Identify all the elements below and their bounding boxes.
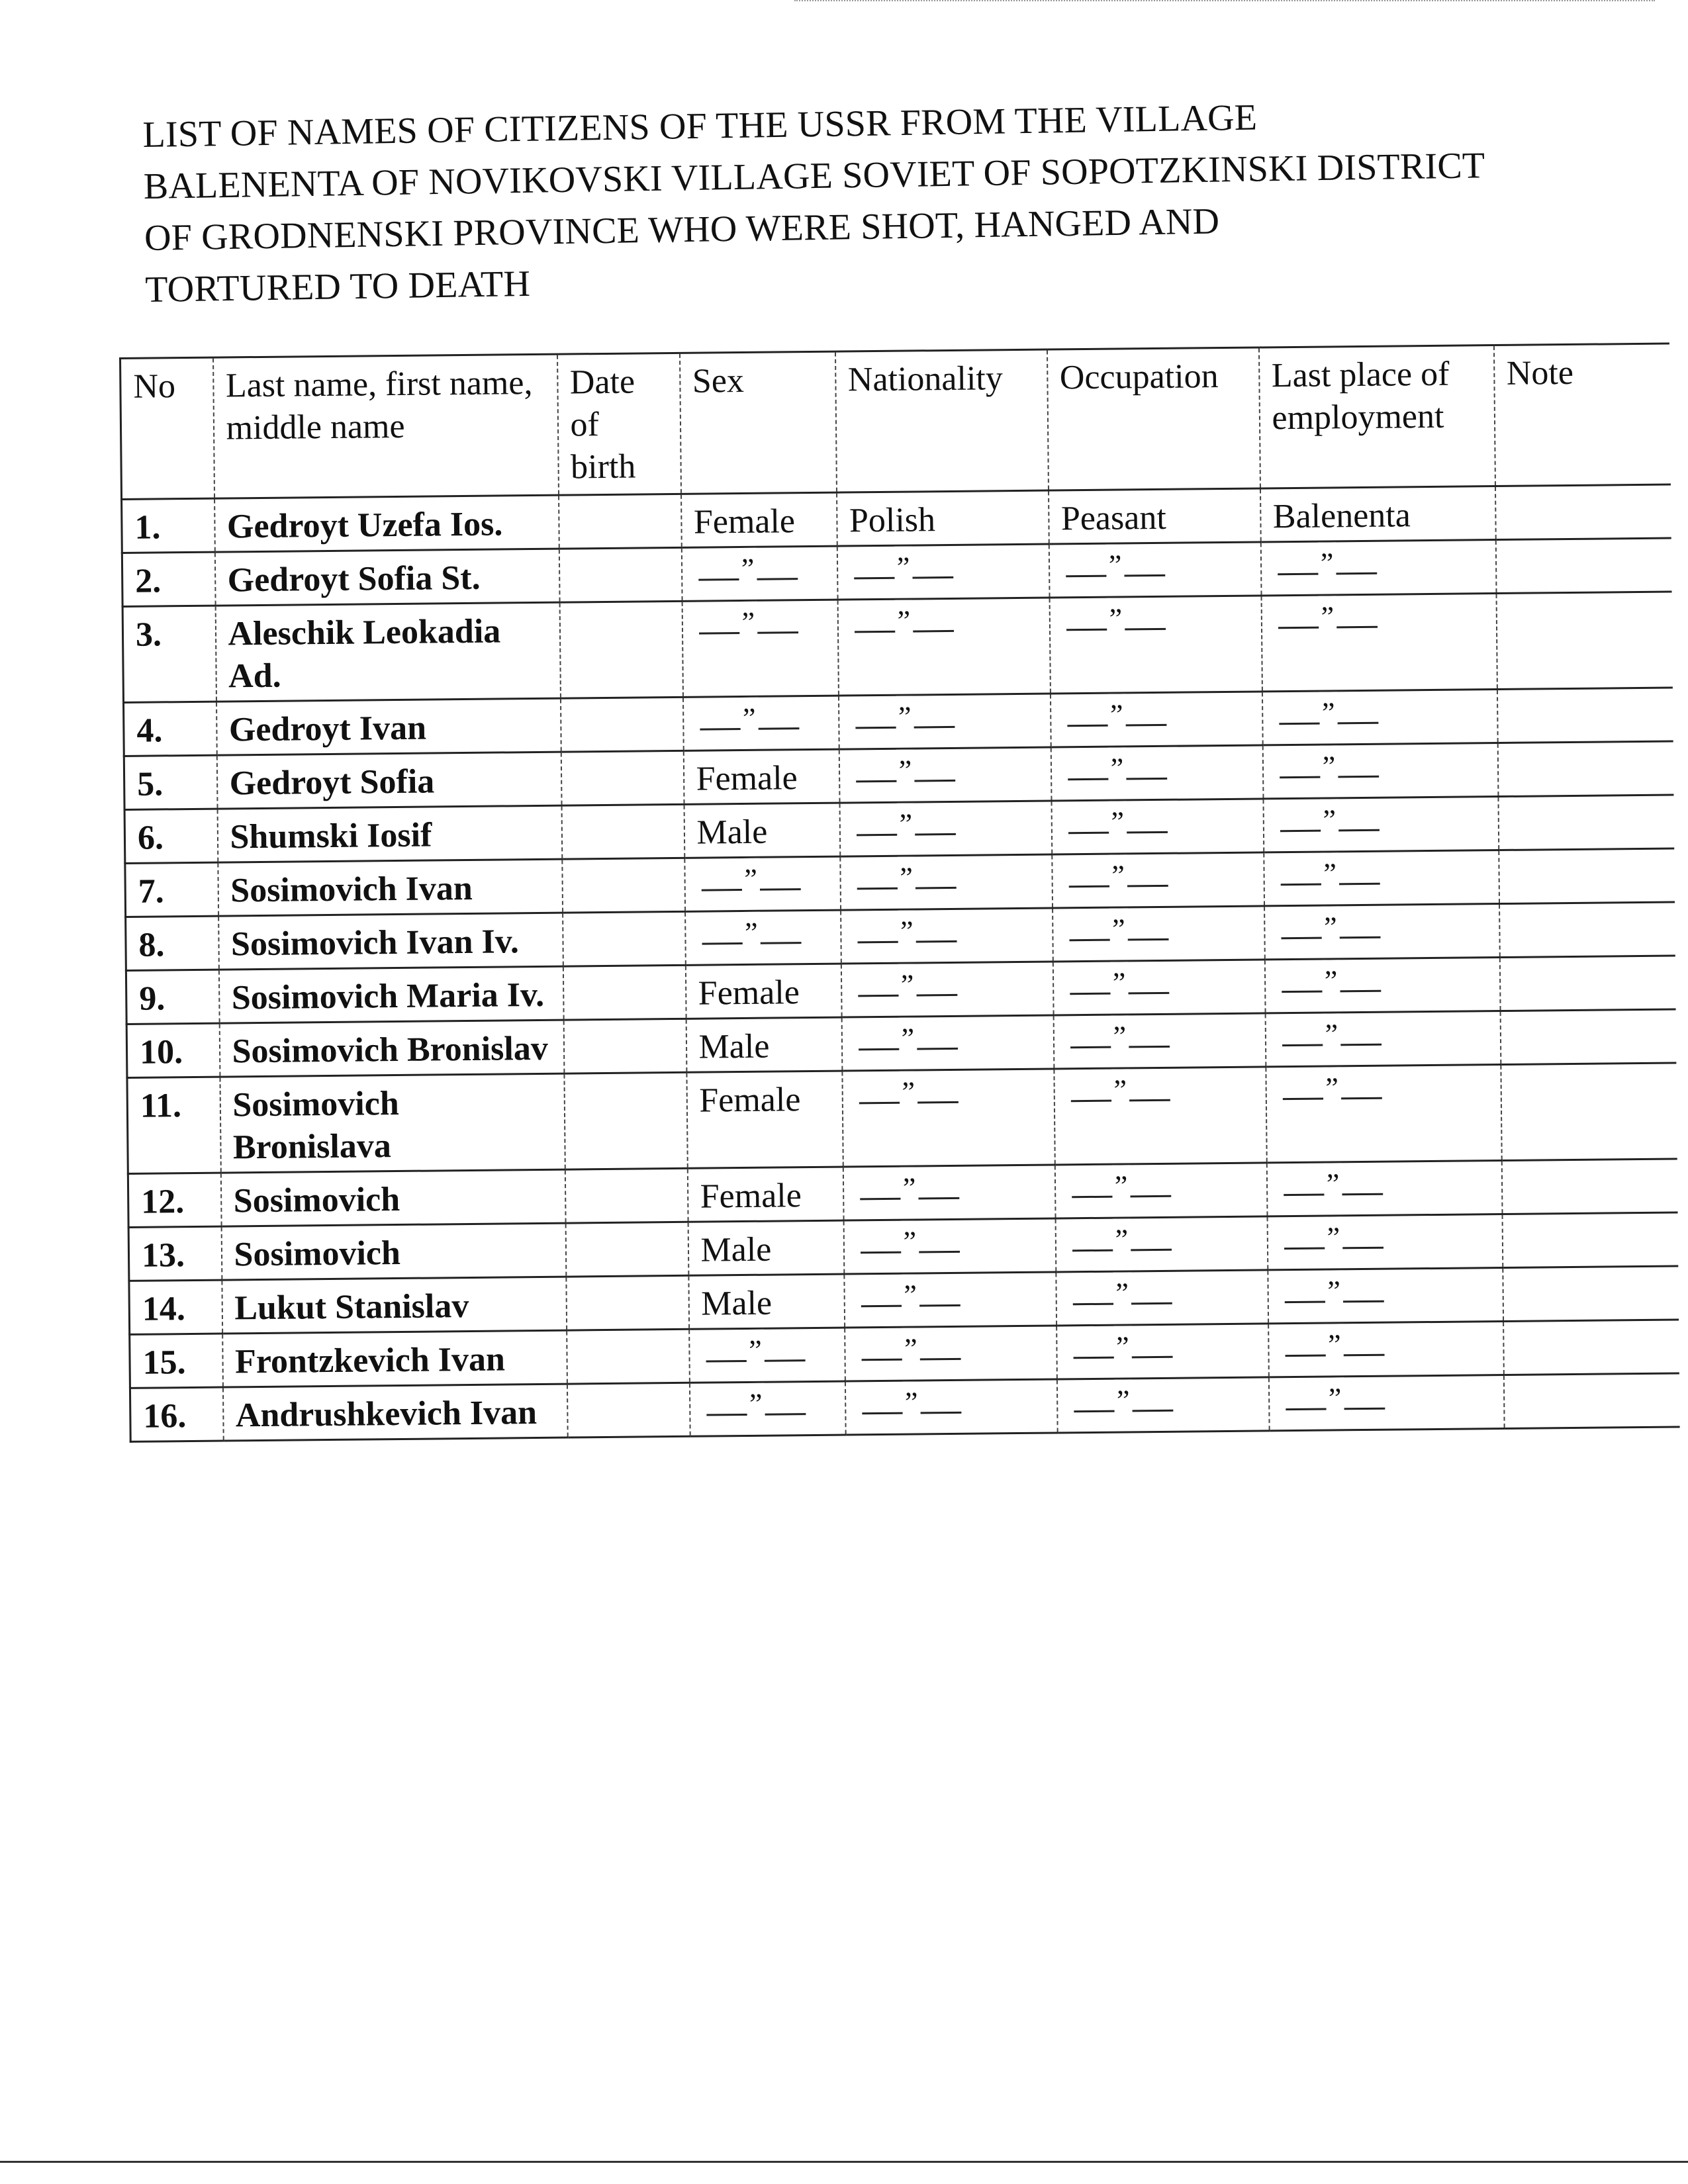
row-number: 4. bbox=[124, 702, 217, 756]
header-name: Last name, first name, middle name bbox=[213, 354, 559, 498]
ditto-glyph: ” bbox=[898, 1017, 917, 1060]
ditto-mark bbox=[701, 862, 800, 897]
row-sex: Male bbox=[684, 803, 840, 858]
ditto-mark bbox=[1068, 805, 1167, 840]
ditto-mark bbox=[854, 604, 953, 639]
row-name: Sosimovich Maria Iv. bbox=[218, 966, 563, 1023]
ditto-glyph: ” bbox=[894, 547, 913, 589]
row-nationality bbox=[839, 801, 1052, 856]
ditto-glyph: ” bbox=[896, 803, 915, 845]
ditto-mark bbox=[1280, 857, 1380, 891]
row-sex bbox=[684, 856, 841, 911]
ditto-glyph: ” bbox=[896, 696, 914, 739]
row-sex: Female bbox=[681, 492, 837, 547]
ditto-glyph: ” bbox=[894, 600, 913, 643]
title-line: BALENENTA OF NOVIKOVSKI VILLAGE SOVIET OF SOPOTZKINSKI DISTRICT bbox=[143, 145, 1485, 207]
ditto-mark bbox=[855, 754, 955, 788]
header-occupation: Occupation bbox=[1047, 347, 1260, 490]
row-dob bbox=[560, 697, 683, 752]
row-number: 14. bbox=[129, 1280, 222, 1334]
ditto-mark bbox=[698, 606, 798, 640]
row-occupation: Peasant bbox=[1048, 488, 1260, 544]
ditto-glyph: ” bbox=[1113, 1272, 1131, 1314]
row-nationality bbox=[845, 1379, 1057, 1435]
ditto-mark bbox=[1068, 859, 1168, 893]
row-note bbox=[1503, 1266, 1679, 1322]
ditto-mark bbox=[1283, 1167, 1382, 1202]
row-name: Sosimovich bbox=[220, 1169, 565, 1226]
row-sex: Female bbox=[686, 1071, 843, 1168]
ditto-mark bbox=[700, 702, 799, 736]
row-name: Gedroyt Sofia St. bbox=[214, 549, 559, 606]
ditto-glyph: ” bbox=[902, 1381, 921, 1424]
row-note bbox=[1495, 484, 1671, 540]
row-place: Balenenta bbox=[1260, 486, 1495, 542]
row-dob bbox=[563, 1019, 686, 1073]
row-number: 12. bbox=[128, 1173, 221, 1227]
row-note bbox=[1499, 902, 1675, 958]
row-number: 1. bbox=[122, 498, 215, 553]
ditto-mark bbox=[1284, 1221, 1383, 1255]
ditto-glyph: ” bbox=[1325, 1270, 1343, 1312]
ditto-mark bbox=[855, 700, 955, 735]
row-occupation bbox=[1055, 1163, 1267, 1218]
row-note bbox=[1495, 538, 1671, 594]
ditto-glyph: ” bbox=[897, 856, 915, 899]
row-number: 2. bbox=[122, 552, 215, 606]
row-note bbox=[1501, 1063, 1677, 1161]
row-occupation bbox=[1054, 1067, 1266, 1165]
row-name: Sosimovich bbox=[221, 1223, 566, 1280]
row-note bbox=[1503, 1320, 1679, 1375]
ditto-glyph: ” bbox=[1318, 596, 1336, 638]
row-name: Lukut Stanislav bbox=[222, 1277, 567, 1334]
row-place bbox=[1268, 1321, 1504, 1377]
ditto-glyph: ” bbox=[1318, 542, 1336, 584]
ditto-glyph: ” bbox=[900, 1220, 919, 1263]
ditto-mark bbox=[859, 1075, 958, 1110]
row-sex bbox=[681, 546, 837, 601]
row-occupation bbox=[1049, 596, 1262, 694]
row-nationality bbox=[842, 1069, 1055, 1167]
ditto-glyph: ” bbox=[1323, 1067, 1341, 1109]
ditto-mark bbox=[1067, 698, 1166, 733]
row-place bbox=[1266, 1065, 1501, 1163]
row-note bbox=[1497, 688, 1673, 743]
row-occupation bbox=[1056, 1270, 1268, 1326]
ditto-mark bbox=[1280, 803, 1379, 838]
document-title bbox=[142, 86, 1602, 316]
row-nationality bbox=[844, 1272, 1056, 1328]
row-place bbox=[1260, 540, 1496, 596]
row-note bbox=[1501, 1159, 1677, 1214]
ditto-glyph: ” bbox=[1107, 694, 1126, 736]
row-name: Frontzkevich Ivan bbox=[222, 1330, 567, 1387]
ditto-glyph: ” bbox=[1114, 1379, 1133, 1422]
ditto-glyph: ” bbox=[1320, 799, 1338, 841]
casualty-table-wrap bbox=[119, 343, 1679, 1443]
ditto-glyph: ” bbox=[1110, 1015, 1129, 1058]
row-occupation bbox=[1053, 960, 1265, 1015]
ditto-glyph: ” bbox=[898, 910, 916, 952]
row-occupation bbox=[1056, 1377, 1269, 1433]
ditto-mark bbox=[1284, 1275, 1383, 1309]
ditto-mark bbox=[1066, 602, 1165, 637]
ditto-glyph: ” bbox=[1112, 1165, 1131, 1207]
row-nationality bbox=[839, 747, 1051, 803]
row-dob bbox=[561, 751, 684, 805]
table-row bbox=[127, 1063, 1677, 1173]
ditto-mark bbox=[860, 1225, 959, 1259]
row-nationality bbox=[837, 598, 1050, 696]
row-note bbox=[1497, 741, 1673, 797]
ditto-glyph: ” bbox=[746, 1330, 765, 1372]
row-name: Sosimovich Bronislava bbox=[220, 1073, 565, 1173]
ditto-glyph: ” bbox=[1106, 598, 1125, 640]
ditto-glyph: ” bbox=[900, 1167, 919, 1209]
row-place bbox=[1268, 1375, 1504, 1430]
row-sex bbox=[682, 696, 839, 751]
row-note bbox=[1499, 956, 1675, 1011]
row-note bbox=[1500, 1009, 1676, 1065]
row-note bbox=[1496, 592, 1672, 690]
row-occupation bbox=[1055, 1216, 1268, 1272]
casualty-table bbox=[119, 343, 1679, 1443]
row-occupation bbox=[1053, 906, 1265, 962]
row-dob bbox=[563, 965, 686, 1020]
row-number: 6. bbox=[124, 809, 218, 863]
row-nationality bbox=[841, 908, 1053, 964]
ditto-glyph: ” bbox=[742, 912, 761, 954]
row-name: Andrushkevich Ivan bbox=[222, 1384, 567, 1441]
ditto-mark bbox=[1282, 964, 1381, 999]
row-number: 5. bbox=[124, 755, 217, 809]
row-nationality bbox=[843, 1165, 1055, 1220]
row-nationality: Polish bbox=[837, 490, 1049, 546]
row-name: Sosimovich Ivan Iv. bbox=[218, 913, 563, 970]
ditto-glyph: ” bbox=[901, 1274, 919, 1316]
ditto-glyph: ” bbox=[898, 964, 917, 1006]
ditto-mark bbox=[1286, 1382, 1385, 1416]
row-number: 10. bbox=[126, 1023, 220, 1077]
ditto-mark bbox=[853, 551, 953, 585]
row-number: 3. bbox=[122, 606, 216, 702]
ditto-mark bbox=[1070, 1020, 1169, 1054]
ditto-mark bbox=[702, 916, 801, 950]
row-sex: Male bbox=[688, 1220, 844, 1275]
ditto-mark bbox=[1278, 600, 1377, 635]
row-place bbox=[1266, 1161, 1502, 1216]
ditto-mark bbox=[1279, 696, 1378, 731]
ditto-mark bbox=[862, 1386, 961, 1420]
row-sex bbox=[682, 600, 838, 697]
row-place bbox=[1262, 743, 1498, 799]
ditto-mark bbox=[857, 915, 957, 949]
ditto-glyph: ” bbox=[739, 548, 757, 590]
ditto-mark bbox=[1072, 1277, 1172, 1311]
ditto-mark bbox=[858, 1022, 957, 1056]
header-dob: Date of birth bbox=[557, 353, 680, 495]
ditto-glyph: ” bbox=[1109, 908, 1128, 950]
title-line: TORTURED TO DEATH bbox=[144, 263, 531, 310]
ditto-mark bbox=[1281, 911, 1380, 945]
ditto-mark bbox=[1070, 966, 1169, 1001]
ditto-glyph: ” bbox=[1321, 906, 1340, 948]
ditto-glyph: ” bbox=[1113, 1326, 1132, 1368]
ditto-glyph: ” bbox=[747, 1383, 765, 1426]
ditto-glyph: ” bbox=[896, 749, 914, 792]
row-name: Gedroyt Sofia bbox=[216, 752, 561, 809]
scan-artifact bbox=[794, 0, 1655, 5]
row-nationality bbox=[840, 854, 1053, 910]
row-dob bbox=[562, 858, 685, 913]
ditto-mark bbox=[1065, 549, 1164, 583]
row-place bbox=[1262, 690, 1497, 745]
row-place bbox=[1264, 904, 1500, 960]
header-no: No bbox=[120, 357, 214, 499]
ditto-mark bbox=[698, 552, 797, 586]
ditto-mark bbox=[861, 1332, 961, 1367]
row-occupation bbox=[1049, 542, 1261, 598]
row-sex: Female bbox=[683, 749, 839, 804]
row-sex bbox=[689, 1328, 845, 1383]
ditto-glyph: ” bbox=[1109, 854, 1127, 897]
ditto-glyph: ” bbox=[1107, 747, 1126, 790]
ditto-glyph: ” bbox=[740, 698, 759, 740]
row-place bbox=[1264, 850, 1499, 906]
ditto-mark bbox=[706, 1334, 805, 1368]
row-place bbox=[1261, 594, 1497, 692]
header-sex: Sex bbox=[679, 351, 836, 494]
ditto-glyph: ” bbox=[1111, 1069, 1129, 1111]
ditto-mark bbox=[706, 1387, 806, 1422]
ditto-glyph: ” bbox=[1322, 960, 1340, 1002]
ditto-mark bbox=[858, 968, 957, 1003]
row-nationality bbox=[838, 694, 1051, 749]
ditto-glyph: ” bbox=[1319, 692, 1338, 734]
ditto-mark bbox=[1073, 1330, 1172, 1365]
scan-edge-line bbox=[0, 2161, 1688, 2163]
row-place bbox=[1267, 1214, 1503, 1270]
row-place bbox=[1264, 958, 1500, 1013]
row-dob bbox=[563, 911, 686, 966]
ditto-glyph: ” bbox=[899, 1071, 917, 1113]
row-occupation bbox=[1050, 692, 1262, 747]
header-nationality: Nationality bbox=[835, 349, 1048, 492]
ditto-glyph: ” bbox=[1110, 962, 1129, 1004]
ditto-glyph: ” bbox=[1324, 1163, 1342, 1205]
ditto-mark bbox=[861, 1279, 960, 1313]
row-name: Gedroyt Ivan bbox=[216, 698, 561, 755]
row-dob bbox=[566, 1275, 689, 1330]
row-occupation bbox=[1056, 1324, 1269, 1379]
ditto-glyph: ” bbox=[741, 858, 760, 901]
ditto-mark bbox=[856, 807, 955, 842]
ditto-glyph: ” bbox=[1326, 1377, 1344, 1420]
table-header-row bbox=[120, 343, 1671, 499]
ditto-glyph: ” bbox=[739, 602, 757, 644]
ditto-mark bbox=[1074, 1384, 1173, 1418]
row-occupation bbox=[1051, 799, 1264, 854]
row-dob bbox=[559, 494, 682, 549]
row-dob bbox=[567, 1329, 690, 1384]
ditto-glyph: ” bbox=[1112, 1218, 1131, 1261]
ditto-glyph: ” bbox=[1108, 801, 1127, 843]
row-occupation bbox=[1052, 852, 1264, 908]
title-line: OF GRODNENSKI PROVINCE WHO WERE SHOT, HANGED AND bbox=[144, 201, 1220, 259]
row-dob bbox=[565, 1168, 688, 1223]
row-nationality bbox=[843, 1218, 1056, 1274]
row-dob bbox=[561, 804, 684, 859]
ditto-glyph: ” bbox=[902, 1328, 920, 1370]
row-number: 15. bbox=[130, 1334, 223, 1388]
ditto-mark bbox=[1282, 1071, 1382, 1106]
row-number: 9. bbox=[126, 970, 219, 1024]
ditto-mark bbox=[1282, 1018, 1381, 1052]
row-sex: Female bbox=[685, 964, 841, 1019]
row-nationality bbox=[837, 544, 1049, 600]
ditto-glyph: ” bbox=[1106, 544, 1125, 586]
row-note bbox=[1498, 795, 1674, 850]
row-number: 16. bbox=[130, 1387, 223, 1441]
ditto-glyph: ” bbox=[1322, 1013, 1340, 1056]
row-name: Aleschik Leokadia Ad. bbox=[215, 602, 560, 702]
ditto-mark bbox=[1070, 1073, 1170, 1108]
row-occupation bbox=[1051, 745, 1263, 801]
row-place bbox=[1263, 797, 1499, 852]
ditto-mark bbox=[1069, 913, 1168, 947]
table-row bbox=[122, 592, 1672, 702]
row-note bbox=[1499, 848, 1675, 904]
row-note bbox=[1503, 1373, 1679, 1429]
row-name: Sosimovich Bronislav bbox=[219, 1020, 564, 1077]
row-place bbox=[1265, 1011, 1501, 1067]
ditto-glyph: ” bbox=[1319, 745, 1338, 788]
row-occupation bbox=[1053, 1013, 1266, 1069]
row-number: 11. bbox=[127, 1077, 220, 1173]
row-sex: Male bbox=[688, 1274, 845, 1329]
ditto-glyph: ” bbox=[1324, 1216, 1342, 1259]
row-nationality bbox=[845, 1326, 1057, 1381]
row-dob bbox=[559, 601, 682, 698]
row-sex: Female bbox=[687, 1167, 843, 1222]
row-dob bbox=[559, 547, 682, 602]
ditto-mark bbox=[857, 861, 956, 895]
row-name: Shumski Iosif bbox=[217, 805, 562, 862]
row-dob bbox=[564, 1072, 687, 1169]
ditto-mark bbox=[1277, 547, 1376, 581]
ditto-mark bbox=[1071, 1169, 1170, 1204]
ditto-mark bbox=[1072, 1223, 1171, 1257]
row-name: Sosimovich Ivan bbox=[218, 859, 563, 916]
row-nationality bbox=[841, 962, 1053, 1017]
row-number: 8. bbox=[126, 916, 219, 970]
row-place bbox=[1268, 1268, 1503, 1324]
row-note bbox=[1502, 1212, 1678, 1268]
ditto-mark bbox=[859, 1171, 959, 1206]
row-sex: Male bbox=[686, 1017, 842, 1072]
row-dob bbox=[565, 1222, 688, 1277]
ditto-mark bbox=[1067, 752, 1166, 786]
row-sex bbox=[689, 1381, 845, 1436]
table-body bbox=[122, 484, 1680, 1441]
title-line: LIST OF NAMES OF CITIZENS OF THE USSR FROM THE VILLAGE bbox=[142, 97, 1258, 156]
row-nationality bbox=[841, 1015, 1054, 1071]
header-place: Last place of employment bbox=[1258, 345, 1495, 488]
ditto-glyph: ” bbox=[1325, 1324, 1344, 1366]
ditto-mark bbox=[1279, 750, 1378, 784]
ditto-glyph: ” bbox=[1321, 852, 1339, 895]
ditto-mark bbox=[1285, 1328, 1384, 1363]
row-name: Gedroyt Uzefa Ios. bbox=[214, 495, 559, 552]
row-number: 13. bbox=[128, 1226, 222, 1281]
row-sex bbox=[685, 910, 841, 965]
row-number: 7. bbox=[125, 862, 218, 917]
row-dob bbox=[567, 1383, 690, 1437]
header-note: Note bbox=[1493, 343, 1670, 486]
